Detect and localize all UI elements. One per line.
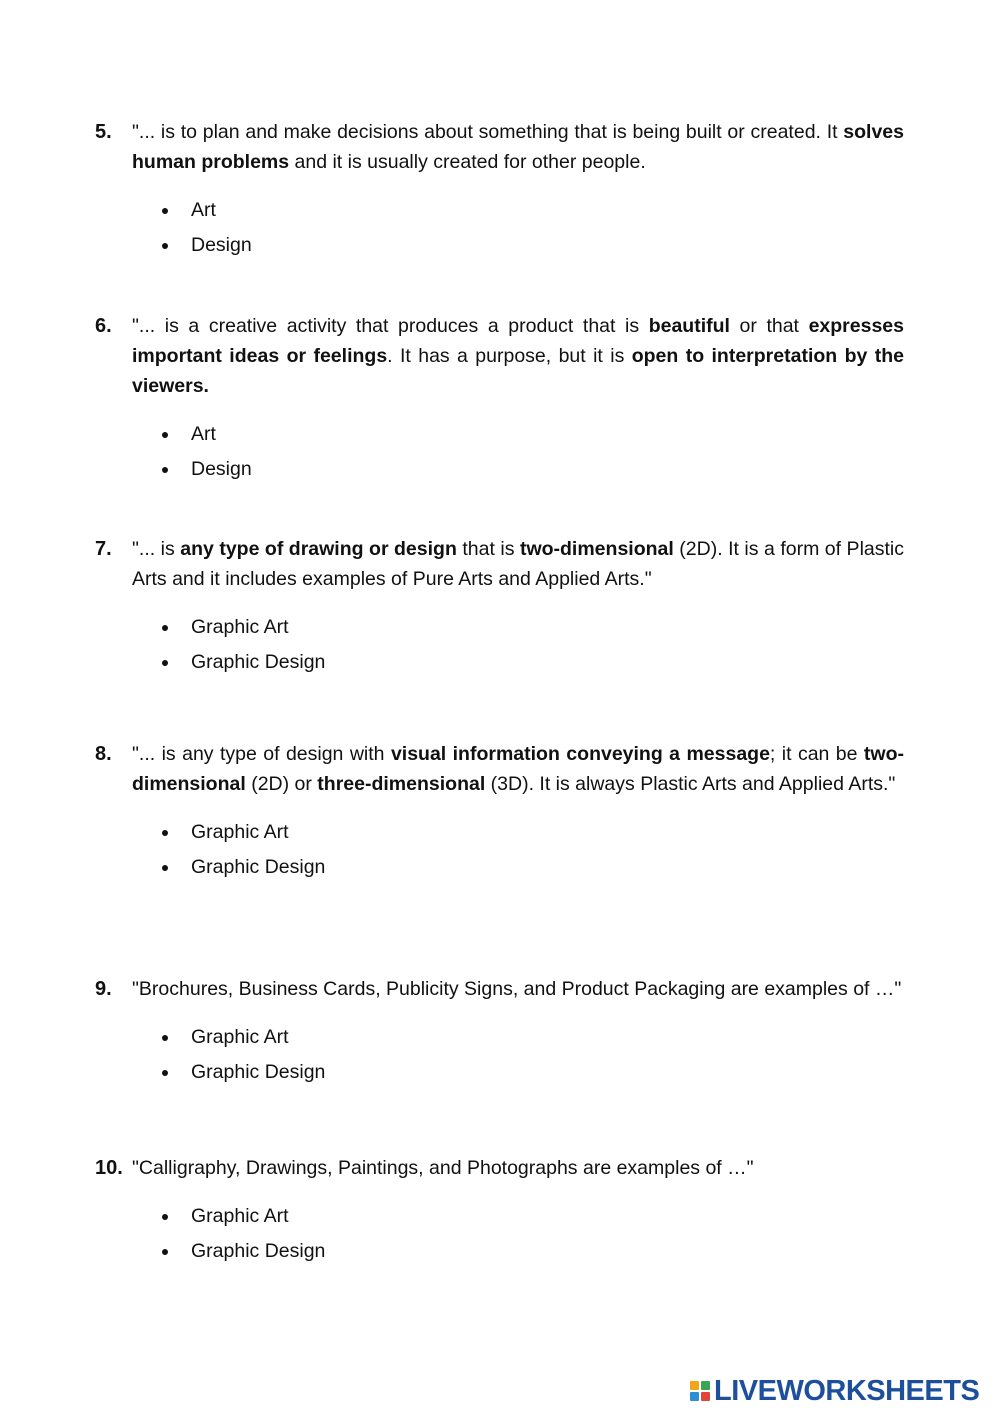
question-text-segment: "... is to plan and make decisions about something that is being built or created. It — [132, 121, 844, 143]
question-row — [95, 974, 904, 1004]
question-text — [132, 1153, 904, 1183]
question-row — [95, 739, 904, 799]
answer-option-label: Graphic Art — [191, 616, 289, 638]
question-text-bold: visual information conveying a message — [390, 743, 770, 765]
answer-option-label: Graphic Design — [191, 856, 326, 878]
answer-options — [95, 610, 904, 680]
answer-option[interactable] — [162, 815, 904, 850]
question-row — [95, 1153, 904, 1183]
answer-options — [95, 417, 904, 487]
bullet-icon — [162, 625, 168, 631]
bullet-icon — [162, 1214, 168, 1220]
answer-option-label: Design — [191, 234, 252, 256]
question-4 — [95, 739, 904, 885]
question-text-segment: or that — [729, 315, 809, 337]
answer-option-label: Graphic Design — [191, 651, 326, 673]
answer-options — [95, 815, 904, 885]
answer-option-label: Graphic Art — [191, 1205, 289, 1227]
answer-options — [95, 1020, 904, 1090]
question-text-segment: "... is a creative activity that produces a product that is — [132, 315, 649, 337]
question-number: 9. — [95, 978, 112, 1000]
question-text-bold: two-dimensional — [519, 538, 674, 560]
answer-options — [95, 193, 904, 263]
logo-text: LIVEWORKSHEETS — [714, 1374, 980, 1407]
question-text-bold: expresses important ideas or feelings — [132, 315, 904, 367]
answer-option[interactable] — [162, 417, 904, 452]
bullet-icon — [162, 1070, 168, 1076]
bullet-icon — [162, 432, 168, 438]
answer-option-label: Art — [191, 423, 216, 445]
question-text-bold: two-dimensional — [132, 743, 904, 795]
answer-option[interactable] — [162, 1234, 904, 1269]
question-text-segment: "Calligraphy, Drawings, Paintings, and Photographs are examples of …" — [132, 1157, 754, 1179]
question-text-segment: (2D) or — [245, 773, 318, 795]
bullet-icon — [162, 243, 168, 249]
question-text — [132, 974, 904, 1004]
bullet-icon — [162, 1035, 168, 1041]
question-text — [132, 311, 904, 401]
question-row — [95, 311, 904, 401]
question-number: 8. — [95, 743, 112, 765]
bullet-icon — [162, 208, 168, 214]
bullet-icon — [162, 467, 168, 473]
answer-option-label: Art — [191, 199, 216, 221]
answer-option[interactable] — [162, 645, 904, 680]
answer-option[interactable] — [162, 1020, 904, 1055]
answer-options — [95, 1199, 904, 1269]
question-text-segment: . It has a purpose, but it is — [387, 345, 632, 367]
question-1 — [95, 117, 904, 263]
question-text-segment: "... is any type of design with — [132, 743, 391, 765]
answer-option[interactable] — [162, 610, 904, 645]
answer-option[interactable] — [162, 228, 904, 263]
answer-option[interactable] — [162, 850, 904, 885]
question-text-segment: and it is usually created for other people. — [289, 151, 646, 173]
question-text — [132, 739, 904, 799]
question-text-segment: (3D). It is always Plastic Arts and Applied Arts." — [485, 773, 896, 795]
question-text-bold: three-dimensional — [317, 773, 486, 795]
answer-option-label: Graphic Art — [191, 1026, 289, 1048]
answer-option[interactable] — [162, 1055, 904, 1090]
question-6 — [95, 1153, 904, 1269]
bullet-icon — [162, 830, 168, 836]
answer-option-label: Graphic Art — [191, 821, 289, 843]
question-number: 6. — [95, 315, 112, 337]
question-row — [95, 117, 904, 177]
question-text — [132, 117, 904, 177]
question-text-bold: solves human problems — [132, 121, 904, 173]
question-number: 5. — [95, 121, 112, 143]
bullet-icon — [162, 865, 168, 871]
question-text-bold: any type of drawing or design — [180, 538, 457, 560]
question-2 — [95, 311, 904, 487]
question-text-segment: "Brochures, Business Cards, Publicity Signs, and Product Packaging are examples of …" — [132, 978, 902, 1000]
question-text-bold: beautiful — [648, 315, 730, 337]
answer-option-label: Graphic Design — [191, 1240, 326, 1262]
question-row — [95, 534, 904, 594]
liveworksheets-logo — [690, 1374, 979, 1408]
question-text — [132, 534, 904, 594]
question-3 — [95, 534, 904, 680]
question-number: 7. — [95, 538, 112, 560]
answer-option[interactable] — [162, 452, 904, 487]
question-text-segment: that is — [456, 538, 520, 560]
bullet-icon — [162, 660, 168, 666]
question-text-segment: ; it can be — [769, 743, 864, 765]
answer-option-label: Graphic Design — [191, 1061, 326, 1083]
question-5 — [95, 974, 904, 1090]
answer-option-label: Design — [191, 458, 252, 480]
question-text-segment: (2D). It is a form of Plastic Arts and it includes examples of Pure Arts and Applied Arts." — [132, 538, 904, 590]
answer-option[interactable] — [162, 193, 904, 228]
question-number: 10. — [95, 1157, 123, 1179]
question-text-segment: "... is — [132, 538, 181, 560]
bullet-icon — [162, 1249, 168, 1255]
logo-mark-icon — [690, 1381, 710, 1401]
question-text-bold: open to interpretation by the viewers. — [132, 345, 904, 397]
answer-option[interactable] — [162, 1199, 904, 1234]
